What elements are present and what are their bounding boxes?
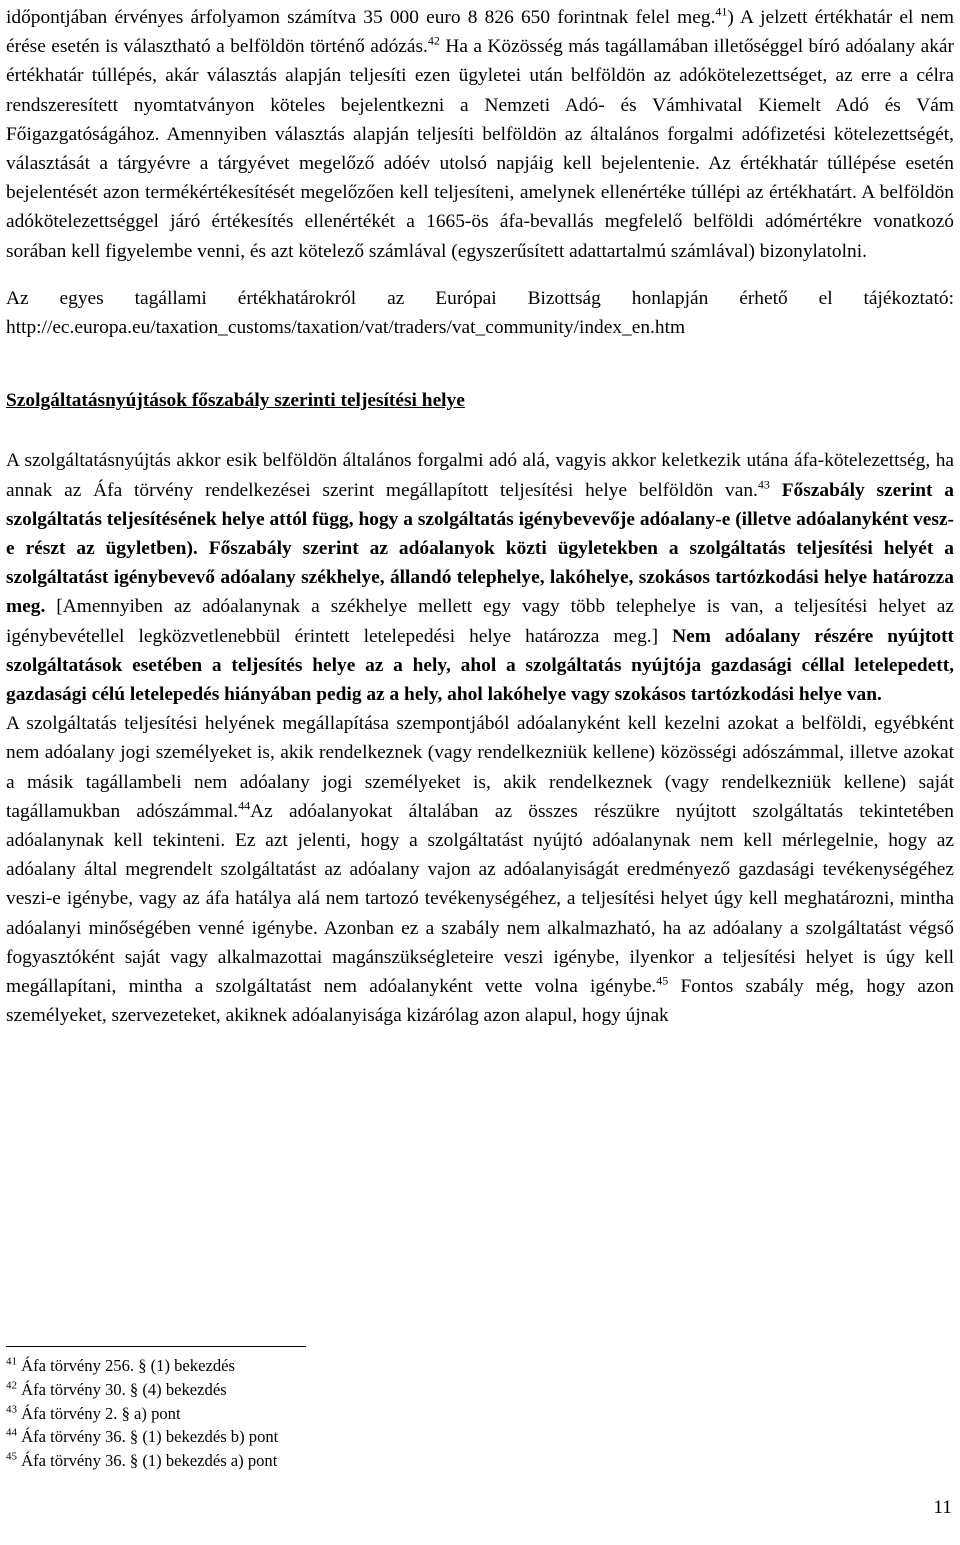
paragraph-text: Fontos szabály még, hogy azon személyeket, szervezeteket, akiknek adóalanyisága kizárólag azon alapul, hogy újnak xyxy=(6,976,954,1027)
footnote-number: 42 xyxy=(6,1379,17,1392)
footnote-ref-42[interactable]: 42 xyxy=(427,33,440,48)
footnote-text: Áfa törvény 36. § (1) bekezdés a) pont xyxy=(17,1451,278,1471)
footnote-text: Áfa törvény 256. § (1) bekezdés xyxy=(17,1356,235,1375)
document-page xyxy=(6,0,954,1031)
footnotes xyxy=(6,1354,606,1473)
paragraph-text: Az egyes tagállami értékhatárokról az Európai Bizottság honlapján érhető el tájékoztató: http://ec.europa.eu/taxation_customs/taxation/vat/traders/vat_community/index_en.htm xyxy=(6,287,954,339)
footnote-item xyxy=(6,1449,606,1473)
bold-text: Nem adóalany részére nyújtott szolgáltatások esetében a teljesítés helye az a hely, ahol a szolgáltatás nyújtója gazdasági céllal letelepedett, gazdasági célú letelepedés hiányában pedig az a hely, ahol lakóhelye vagy szokásos tartózkodási helye van. xyxy=(6,625,954,706)
paragraph-text: ) A jelzett értékhatár el nem érése esetén is választható a belföldön történő adózás. xyxy=(6,7,955,58)
footnote-number: 45 xyxy=(6,1450,17,1463)
footnote-ref-43[interactable]: 43 xyxy=(757,477,770,492)
paragraph-text: Ha a Közösség más tagállamában illetőséggel bíró adóalany akár értékhatár túllépés, akár választás alapján teljesíti ezen ügyletei után belföldön az adókötelezettséget, az erre a célra rendszeresített nyomtatványon köteles bejelentkezni a Nemzeti Adó- és Vámhivatal Kiemelt Adó és Vám Főigazgatóságához. Amennyiben választás alapján teljesíti belföldön az általános forgalmi adófizetési kötelezettségét, választását a tárgyévre a tárgyévet megelőző adóév utolsó napjáig kell bejelentenie. Az értékhatár túllépése esetén bejelentését azon termékértékesítését megelőzően kell teljesíteni, amelynek ellenértéke túllépi az értékhatárt. A belföldön adókötelezettséggel járó értékesítés ellenértékét a 1665-ös áfa-bevallás megfelelő belföldi adómértékre vonatkozó sorában kell figyelembe venni, és azt kötelező számlával (egyszerűsített adattartalmú számlával) bizonylatolni. xyxy=(6,36,954,262)
paragraph-text: időpontjában érvényes árfolyamon számítva 35 000 euro 8 826 650 forintnak felel meg. xyxy=(6,7,716,28)
footnote-number: 44 xyxy=(6,1426,17,1439)
paragraph-text: Az adóalanyokat általában az összes részükre nyújtott szolgáltatás tekintetében adóalanynak kell tekinteni. Ez azt jelenti, hogy a szolgáltatást nyújtó adóalanynak nem kell mérlegelnie, hogy az adóalany által megrendelt szolgáltatást az adóalany vajon az adóalanyiságát eredményező gazdasági tevékenységéhez veszi-e igénybe, vagy az áfa hatálya alá nem tartozó tevékenységéhez, a teljesítési helyet úgy kell meghatározni, mintha adóalanyi minőségében venné igénybe. Azonban ez a szabály nem alkalmazható, ha az adóalany a szolgáltatást végső fogyasztóként saját vagy alkalmazottai magánszükségleteire veszi igénybe, ilyenkor a teljesítési helyet is úgy kell megállapítani, mintha a szolgáltatást nem adóalanyként vette volna igénybe. xyxy=(6,800,954,998)
footnote-item xyxy=(6,1354,606,1378)
footnote-item xyxy=(6,1425,606,1449)
footnote-divider xyxy=(6,1346,306,1347)
footnote-ref-45[interactable]: 45 xyxy=(656,973,669,988)
footnote-ref-41[interactable]: 41 xyxy=(715,4,728,19)
paragraph-text: A szolgáltatásnyújtás akkor esik belföldön általános forgalmi adó alá, vagyis akkor keletkezik utána áfa-kötelezettség, ha annak az Áfa törvény rendelkezései szerint megállapított teljesítési helye belföldön van. xyxy=(6,450,954,501)
paragraph-text: A szolgáltatás teljesítési helyének megállapítása szempontjából adóalanyként kell kezelni azokat a belföldi, egyébként nem adóalany jogi személyeket is, akik rendelkeznek (vagy rendelkezniük kellene) közösségi adószámmal, illetve azokat a másik tagállambeli nem adóalany jogi személyeket is, akik rendelkeznek (vagy rendelkezniük kellene) saját tagállamukban adószámmal. xyxy=(6,713,954,822)
page-number: 11 xyxy=(933,1497,952,1518)
paragraph-thresholds-link xyxy=(6,284,954,342)
section-heading: Szolgáltatásnyújtások főszabály szerinti teljesítési helye xyxy=(6,390,465,412)
footnote-text: Áfa törvény 30. § (4) bekezdés xyxy=(17,1379,227,1399)
footnote-item xyxy=(6,1402,606,1426)
paragraph-text: [Amennyiben az adóalanynak a székhelye mellett egy vagy több telephelye is van, a teljesítési helyet az igénybevétellel legközvetlenebbül érintett letelepedési helye határozza meg.] xyxy=(6,596,954,647)
footnote-number: 41 xyxy=(6,1355,17,1368)
footnote-ref-44[interactable]: 44 xyxy=(238,798,251,813)
paragraph-place-of-supply xyxy=(6,446,954,1030)
bold-text: Főszabály szerint a szolgáltatás teljesítésének helye attól függ, hogy a szolgáltatás igénybevevője adóalany-e (illetve adóalanyként vesz-e részt az ügyletben). Főszabály szerint az adóalanyok közti ügyletekben a szolgáltatás teljesítési helyét a szolgáltatást igénybevevő adóalany székhelye, állandó telephelye, lakóhelye, szokásos tartózkodási helye határozza meg. xyxy=(6,479,954,618)
footnote-item xyxy=(6,1378,606,1402)
footnote-text: Áfa törvény 36. § (1) bekezdés b) pont xyxy=(17,1427,279,1447)
footnote-text: Áfa törvény 2. § a) pont xyxy=(17,1403,181,1423)
paragraph-exchange-rate xyxy=(6,3,954,266)
footnote-number: 43 xyxy=(6,1403,17,1416)
